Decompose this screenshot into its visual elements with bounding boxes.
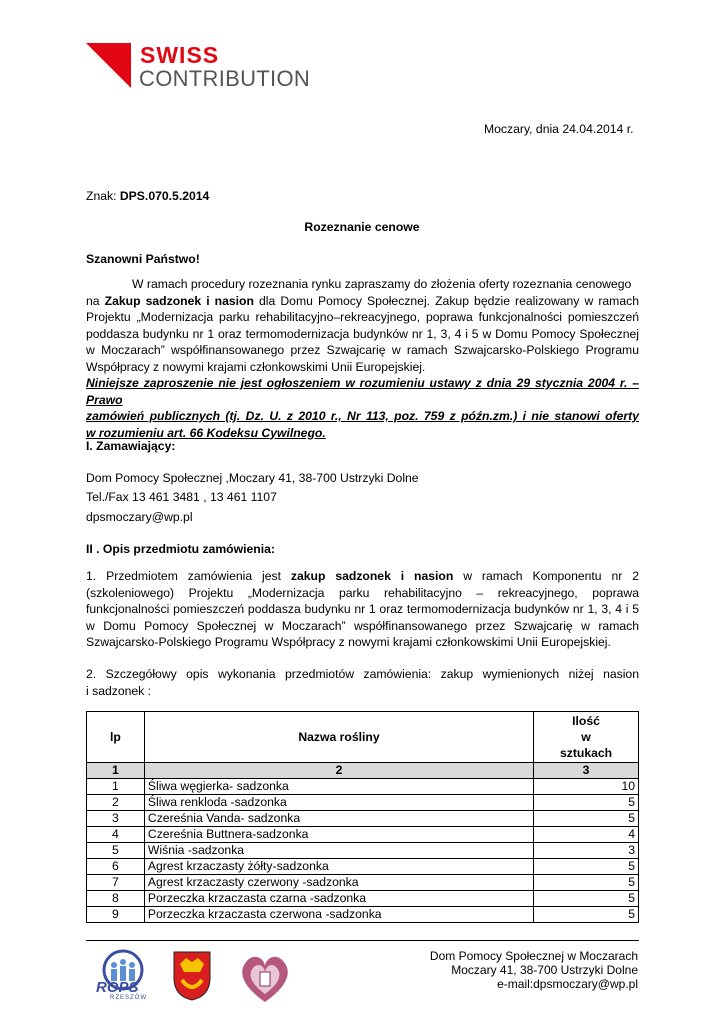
foundation-logo-icon: [236, 950, 294, 1004]
reference-value: DPS.070.5.2014: [119, 189, 210, 203]
plants-table: [86, 711, 639, 923]
coat-of-arms-icon: [172, 950, 212, 1002]
footer-address: Moczary 41, 38-700 Ustrzyki Dolne: [451, 963, 638, 977]
item-1-line-4: w Domu Pomocy Społecznej w Moczarach” współfinansowanego przez Szwajcarię w ramach: [86, 618, 639, 633]
column-header-quantity: Ilość w sztukach: [534, 712, 639, 763]
column-header-lp: lp: [87, 712, 145, 763]
table-row: 3 Czereśnia Vanda- sadzonka 5: [87, 811, 639, 827]
rops-logo-text: ROPS: [96, 979, 139, 996]
column-numbering-row: 1 2 3: [87, 763, 639, 779]
intro-line-2: na Zakup sadzonek i nasion dla Domu Pomocy Społecznej. Zakup będzie realizowany w ramach: [86, 293, 639, 308]
item-2-line-1: 2. Szczegółowy opis wykonania przedmiotów zamówienia: zakup wymienionych niżej nasion: [86, 667, 639, 681]
legal-notice-line-2: zamówień publicznych (tj. Dz. U. z 2010 r., Nr 113, poz. 759 z późn.zm.) i nie stanowi oferty: [86, 409, 639, 423]
item-1-line-5: Szwajcarsko-Polskiego Programu Współpracy z nowymi krajami członkowskimi Unii Europejskiej.: [86, 635, 611, 649]
table-row: 1 Śliwa węgierka- sadzonka 10: [87, 779, 639, 795]
item-1-line-3: funkcjonalności pomieszczeń poddasza budynku nr 1 oraz termomodernizacja budynków nr 1, 3, 4 i 5: [86, 602, 639, 616]
section-1-heading: I. Zamawiający:: [86, 439, 176, 453]
contractor-phone: Tel./Fax 13 461 3481 , 13 461 1107: [86, 490, 277, 504]
table-row: 4 Czereśnia Buttnera-sadzonka 4: [87, 827, 639, 843]
document-title: Rozeznanie cenowe: [304, 220, 420, 234]
section-2-heading: II . Opis przedmiotu zamówienia:: [86, 542, 275, 556]
table-row: 2 Śliwa renkloda -sadzonka 5: [87, 795, 639, 811]
legal-notice-line-1: Niniejsze zaproszenie nie jest ogłoszeniem w rozumieniu ustawy z dnia 29 stycznia 2004 r. – Prawo: [86, 376, 639, 407]
item-2-line-2: i sadzonek :: [86, 683, 152, 698]
column-header-name: Nazwa rośliny: [144, 712, 533, 763]
greeting: Szanowni Państwo!: [86, 252, 200, 266]
logo-text-swiss: SWISS: [140, 42, 220, 68]
table-row: 8 Porzeczka krzaczasta czarna -sadzonka 5: [87, 891, 639, 907]
intro-line-1: W ramach procedury rozeznania rynku zapraszamy do złożenia oferty rozeznania cenowego: [132, 277, 632, 291]
document-date: Moczary, dnia 24.04.2014 r.: [484, 122, 634, 136]
table-row: 7 Agrest krzaczasty czerwony -sadzonka 5: [87, 875, 639, 891]
reference-number: [86, 188, 209, 205]
intro-paragraph: [86, 276, 639, 441]
contractor-address: Dom Pomocy Społecznej ,Moczary 41, 38-700 Ustrzyki Dolne: [86, 471, 419, 485]
footer-divider: [86, 940, 639, 941]
footer-organization: Dom Pomocy Społecznej w Moczarach: [429, 949, 638, 963]
table-row: 6 Agrest krzaczasty żółty-sadzonka 5: [87, 859, 639, 875]
intro-line-4: poddasza budynku nr 1 oraz termomodernizacja budynków nr 1, 3, 4 i 5 w Domu Pomocy Społecznej: [86, 326, 639, 341]
item-1-line-2: (szkoleniowego) Projektu „Modernizacja parku rehabilitacyjno – rekreacyjnego, poprawa: [86, 585, 639, 600]
contractor-email: dpsmoczary@wp.pl: [86, 510, 193, 524]
legal-notice-line-3: w rozumieniu art. 66 Kodeksu Cywilnego.: [86, 425, 326, 440]
intro-line-5: w Moczarach” współfinansowanego przez Szwajcarię w ramach Szwajcarsko-Polskiego Programu: [86, 343, 639, 357]
table-header-row: [87, 712, 639, 763]
intro-line-3: Projektu „Modernizacja parku rehabilitacyjno–rekreacyjnego, poprawa funkcjonalności pomieszczeń: [86, 310, 639, 324]
footer-email: e-mail:dpsmoczary@wp.pl: [497, 977, 638, 991]
swiss-contribution-logo-icon: [86, 43, 131, 88]
logo-text-contribution: CONTRIBUTION: [139, 66, 311, 91]
table-row: 5 Wiśnia -sadzonka 3: [87, 843, 639, 859]
reference-label: Znak:: [86, 189, 120, 203]
section-2-item-2: [86, 666, 639, 699]
section-2-item-1: [86, 568, 639, 651]
intro-line-6: Współpracy z nowymi krajami członkowskimi Unii Europejskiej.: [86, 359, 426, 374]
item-1-line-1: 1. Przedmiotem zamówienia jest zakup sadzonek i nasion w ramach Komponentu nr 2: [86, 569, 639, 583]
table-row: 9 Porzeczka krzaczasta czerwona -sadzonka 5: [87, 907, 639, 923]
rops-logo-subtext: RZESZÓW: [110, 995, 147, 1001]
